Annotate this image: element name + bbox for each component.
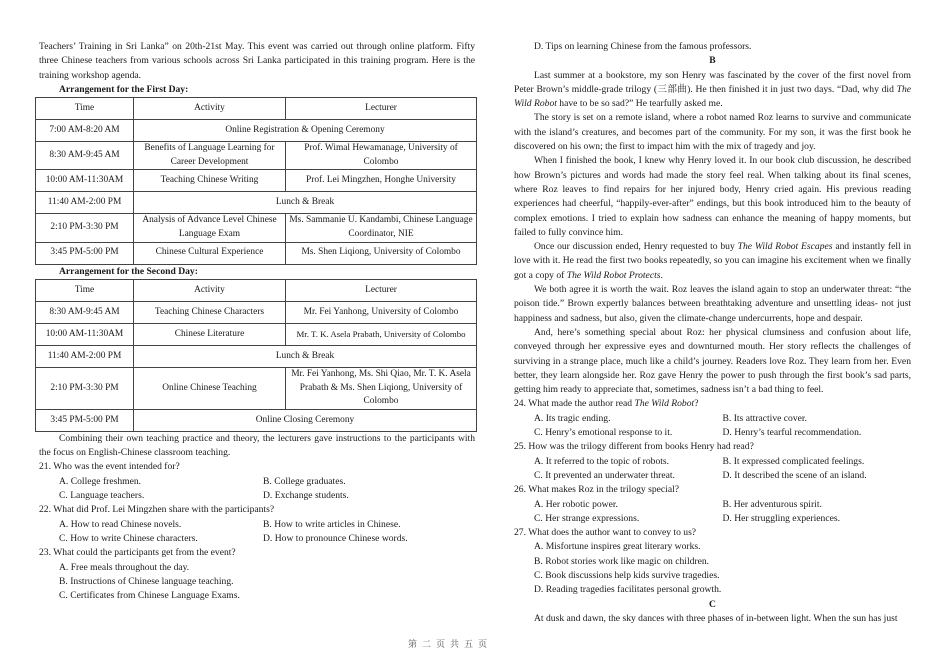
book-title: The Wild Robot bbox=[514, 83, 911, 110]
cell-lecturer: Mr. T. K. Asela Prabath, University of Colombo bbox=[286, 323, 477, 345]
cell-activity: Teaching Chinese Writing bbox=[134, 170, 286, 192]
options-row bbox=[514, 426, 911, 440]
header-time: Time bbox=[36, 279, 134, 301]
option-a: A. Free meals throughout the day. bbox=[59, 561, 190, 573]
cell-time: 11:40 AM-2:00 PM bbox=[36, 345, 134, 367]
question-26: 26. What makes Roz in the trilogy special? bbox=[514, 484, 680, 496]
day2-agenda-table bbox=[35, 279, 477, 432]
options-row bbox=[39, 475, 475, 489]
day1-title: Arrangement for the First Day: bbox=[59, 83, 189, 95]
cell-activity: Chinese Literature bbox=[134, 323, 286, 345]
table-row bbox=[36, 409, 477, 431]
cell-lecturer: Mr. Fei Yanhong, Ms. Shi Qiao, Mr. T. K. Asela Prabath & Ms. Shen Liqiong, University of Colombo bbox=[286, 367, 477, 409]
option-d: D. Exchange students. bbox=[263, 490, 349, 502]
option-d: D. Henry’s tearful recommendation. bbox=[722, 427, 862, 439]
option-a: A. College freshmen. bbox=[59, 475, 142, 487]
header-lecturer: Lecturer bbox=[286, 279, 477, 301]
passage-paragraph: We both agree it is worth the wait. Roz leaves the island again to stop an underwater threat: “the poison tide.” Brown expertly balances between breathtaking adventure and unsettling ideas- not just happiness and sadness, but also, given the climate-change undercurrents, hope and despair. bbox=[514, 284, 911, 324]
options-row bbox=[39, 532, 475, 546]
intro-paragraph: Teachers’ Training in Sri Lanka” on 20th-21st May. This event was carried out through online platform. Fifty three Chinese teachers from various schools across Sri Lanka participated in this training program. Here is the training workshop agenda. bbox=[39, 41, 475, 81]
cell-time: 10:00 AM-11:30AM bbox=[36, 323, 134, 345]
cell-merged: Online Registration & Opening Ceremony bbox=[134, 120, 477, 142]
cell-time: 3:45 PM-5:00 PM bbox=[36, 242, 134, 264]
option-d: D. Her struggling experiences. bbox=[722, 512, 840, 524]
day1-agenda-table bbox=[35, 97, 477, 264]
option-a: A. Her robotic power. bbox=[534, 498, 618, 510]
section-c-heading: C bbox=[709, 598, 716, 610]
option-a: A. It referred to the topic of robots. bbox=[534, 455, 670, 467]
header-activity: Activity bbox=[134, 279, 286, 301]
cell-merged: Lunch & Break bbox=[134, 345, 477, 367]
book-title: The Wild Robot Escapes bbox=[737, 241, 833, 253]
options-row bbox=[514, 455, 911, 469]
question-27: 27. What does the author want to convey to us? bbox=[514, 527, 697, 539]
option-c: C. Certificates from Chinese Language Exams. bbox=[59, 590, 240, 602]
section-b-heading: B bbox=[709, 55, 716, 67]
option-c: C. It prevented an underwater threat. bbox=[534, 469, 675, 481]
table-row bbox=[36, 192, 477, 214]
closing-paragraph: Combining their own teaching practice and theory, the lecturers gave instructions to the participants with the focus on English-Chinese classroom teaching. bbox=[39, 432, 475, 459]
day2-title: Arrangement for the Second Day: bbox=[59, 265, 198, 277]
table-row bbox=[36, 170, 477, 192]
question-24: 24. What made the author read The Wild Robot? bbox=[514, 398, 699, 410]
page-footer: 第二页共五页 bbox=[408, 640, 493, 650]
option-b: B. It expressed complicated feelings. bbox=[722, 455, 865, 467]
table-row bbox=[36, 301, 477, 323]
table-row bbox=[36, 367, 477, 409]
book-title: The Wild Robot Protects bbox=[566, 269, 661, 281]
options-row bbox=[514, 512, 911, 526]
cell-time: 7:00 AM-8:20 AM bbox=[36, 120, 134, 142]
option-a: A. Misfortune inspires great literary works. bbox=[534, 541, 701, 553]
table-header-row bbox=[36, 98, 477, 120]
table-row bbox=[36, 120, 477, 142]
option-d: D. Reading tragedies facilitates personal growth. bbox=[534, 584, 722, 596]
cell-time: 2:10 PM-3:30 PM bbox=[36, 214, 134, 242]
option-b: B. Instructions of Chinese language teaching. bbox=[59, 575, 234, 587]
left-column bbox=[39, 40, 475, 603]
cell-lecturer: Ms. Shen Liqiong, University of Colombo bbox=[286, 242, 477, 264]
cell-lecturer: Mr. Fei Yanhong, University of Colombo bbox=[286, 301, 477, 323]
passage-c-paragraph: At dusk and dawn, the sky dances with three phases of in-between light. When the sun has just bbox=[534, 612, 898, 624]
table-row bbox=[36, 142, 477, 170]
option-d: D. How to pronounce Chinese words. bbox=[263, 532, 408, 544]
cell-merged: Lunch & Break bbox=[134, 192, 477, 214]
question-23: 23. What could the participants get from the event? bbox=[39, 547, 236, 559]
header-activity: Activity bbox=[134, 98, 286, 120]
option-c: C. How to write Chinese characters. bbox=[59, 532, 198, 544]
options-row bbox=[514, 469, 911, 483]
cell-time: 2:10 PM-3:30 PM bbox=[36, 367, 134, 409]
header-lecturer: Lecturer bbox=[286, 98, 477, 120]
passage-paragraph: The story is set on a remote island, where a robot named Roz learns to survive and communicate with the island’s creatures, and becomes part of the community. For my son, it was the first book he discovered on his own; the first to impact him with the mix of tragedy and joy. bbox=[514, 112, 911, 153]
cell-activity: Chinese Cultural Experience bbox=[134, 242, 286, 264]
table-row bbox=[36, 323, 477, 345]
cell-activity: Teaching Chinese Characters bbox=[134, 301, 286, 323]
cell-lecturer: Prof. Lei Mingzhen, Honghe University bbox=[286, 170, 477, 192]
option-b: B. College graduates. bbox=[263, 475, 346, 487]
table-row bbox=[36, 214, 477, 242]
cell-activity: Analysis of Advance Level Chinese Language Exam bbox=[134, 214, 286, 242]
option-c: C. Her strange expressions. bbox=[534, 512, 640, 524]
option-a: A. Its tragic ending. bbox=[534, 412, 611, 424]
question-25: 25. How was the trilogy different from books Henry had read? bbox=[514, 441, 754, 453]
options-row bbox=[514, 498, 911, 512]
option-d: D. It described the scene of an island. bbox=[722, 469, 867, 481]
cell-time: 8:30 AM-9:45 AM bbox=[36, 142, 134, 170]
table-row bbox=[36, 242, 477, 264]
right-column bbox=[514, 40, 911, 626]
cell-activity: Online Chinese Teaching bbox=[134, 367, 286, 409]
question-21: 21. Who was the event intended for? bbox=[39, 461, 180, 473]
cell-time: 3:45 PM-5:00 PM bbox=[36, 409, 134, 431]
header-time: Time bbox=[36, 98, 134, 120]
option-b: B. Its attractive cover. bbox=[722, 412, 807, 424]
table-header-row bbox=[36, 279, 477, 301]
option-c: C. Language teachers. bbox=[59, 490, 145, 502]
passage-paragraph: And, here’s something special about Roz: her physical clumsiness and confusion about life, conveyed through her expressive eyes and downturned mouth. Her story reflects the challenges of surviving in a strange place, much like a child’s journey. Readers love Roz. They learn from her. Even better, they learn alongside her. Roz gave Henry the power to push through the first book’s sad parts, getting him ready to appreciate that, sometimes, sadness isn’t a bad thing to feel. bbox=[514, 326, 911, 396]
cell-lecturer: Prof. Wimal Hewamanage, University of Colombo bbox=[286, 142, 477, 170]
option-b: B. How to write articles in Chinese. bbox=[263, 518, 401, 530]
cell-time: 11:40 AM-2:00 PM bbox=[36, 192, 134, 214]
passage-paragraph: When I finished the book, I knew why Henry loved it. In our book club discussion, he described how Brown’s pictures and words had made the story feel real. When talking about its final scenes, where Roz leaves to find repairs for her injured body, Henry cried again. His previous reading experiences had cheerful, “happily-ever-after” endings, but this book introduced him to the beauty of complex emotions. I tried to explain how sadness can enhance the meaning of happy moments, but failed to fully convince him. bbox=[514, 155, 911, 238]
option-d: D. Tips on learning Chinese from the famous professors. bbox=[534, 41, 752, 52]
table-row bbox=[36, 345, 477, 367]
option-b: B. Her adventurous spirit. bbox=[722, 498, 822, 510]
options-row bbox=[39, 518, 475, 532]
options-row bbox=[514, 412, 911, 426]
cell-merged: Online Closing Ceremony bbox=[134, 409, 477, 431]
option-c: C. Book discussions help kids survive tragedies. bbox=[534, 569, 720, 581]
option-a: A. How to read Chinese novels. bbox=[59, 518, 182, 530]
cell-lecturer: Ms. Sammanie U. Kandambi, Chinese Language Coordinator, NIE bbox=[286, 214, 477, 242]
option-b: B. Robot stories work like magic on children. bbox=[534, 555, 710, 567]
cell-activity: Benefits of Language Learning for Career Development bbox=[134, 142, 286, 170]
passage-paragraph: Last summer at a bookstore, my son Henry was fascinated by the cover of the first novel from Peter Brown’s middle-grade trilogy (三部曲). He then finished it in just two days. “Dad, why did The Wild Robot have to be so sad?” He tearfully asked me. bbox=[514, 69, 911, 110]
options-row bbox=[39, 489, 475, 503]
option-c: C. Henry’s emotional response to it. bbox=[534, 427, 673, 439]
question-22: 22. What did Prof. Lei Mingzhen share with the participants? bbox=[39, 504, 275, 516]
cell-time: 8:30 AM-9:45 AM bbox=[36, 301, 134, 323]
passage-paragraph: Once our discussion ended, Henry requested to buy The Wild Robot Escapes and instantly fell in love with it. He read the first two books repeatedly, so you can imagine his excitement when we finally got a copy of The Wild Robot Protects. bbox=[514, 241, 911, 281]
cell-time: 10:00 AM-11:30AM bbox=[36, 170, 134, 192]
